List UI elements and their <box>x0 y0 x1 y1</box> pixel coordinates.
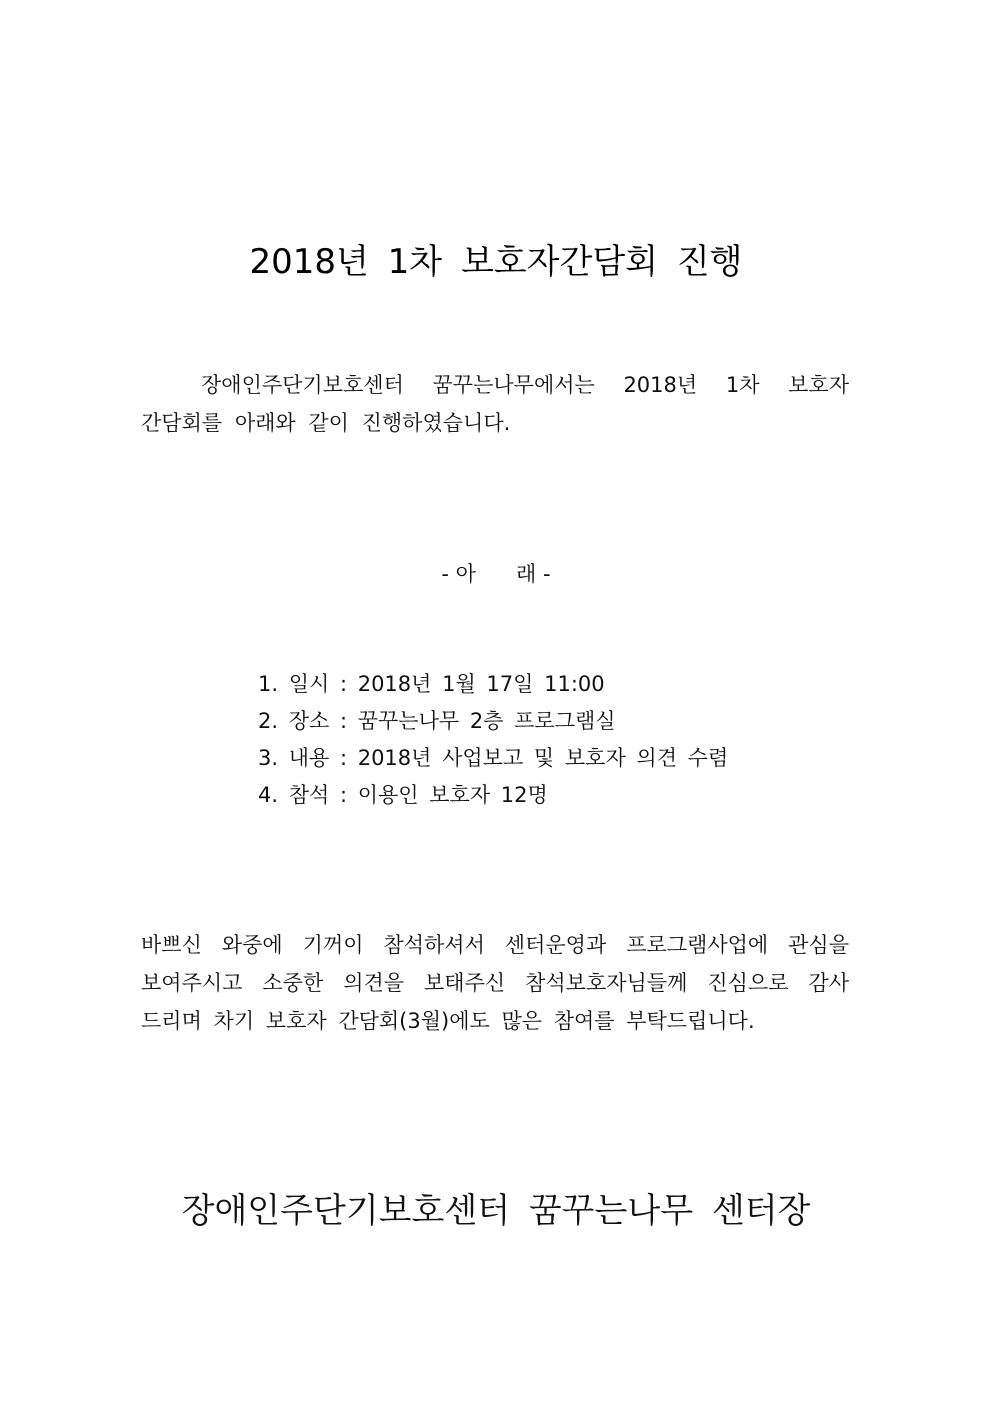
list-item-attendance: 4. 참석 : 이용인 보호자 12명 <box>258 783 548 807</box>
closing-line-2: 보여주시고 소중한 의견을 보태주신 참석보호자님들께 진심으로 감사 <box>141 971 849 995</box>
intro-paragraph <box>141 366 849 442</box>
list-item-date: 1. 일시 : 2018년 1월 17일 11:00 <box>258 672 605 696</box>
list-item-content: 3. 내용 : 2018년 사업보고 및 보호자 의견 수렴 <box>258 746 729 770</box>
document-title: 2018년 1차 보호자간담회 진행 <box>249 242 743 282</box>
signature-line: 장애인주단기보호센터 꿈꾸는나무 센터장 <box>181 1191 811 1231</box>
intro-line-2: 간담회를 아래와 같이 진행하였습니다. <box>141 411 511 435</box>
closing-line-3: 드리며 차기 보호자 간담회(3월)에도 많은 참여를 부탁드립니다. <box>141 1009 755 1033</box>
list-item-place: 2. 장소 : 꿈꾸는나무 2층 프로그램실 <box>258 709 616 733</box>
details-list <box>258 666 858 814</box>
intro-line-1: 장애인주단기보호센터 꿈꾸는나무에서는 2018년 1차 보호자 <box>201 373 849 397</box>
closing-line-1: 바쁘신 와중에 기꺼이 참석하셔서 센터운영과 프로그램사업에 관심을 <box>141 933 849 957</box>
closing-paragraph <box>141 926 849 1040</box>
section-heading-below: - 아 래 - <box>441 562 551 586</box>
